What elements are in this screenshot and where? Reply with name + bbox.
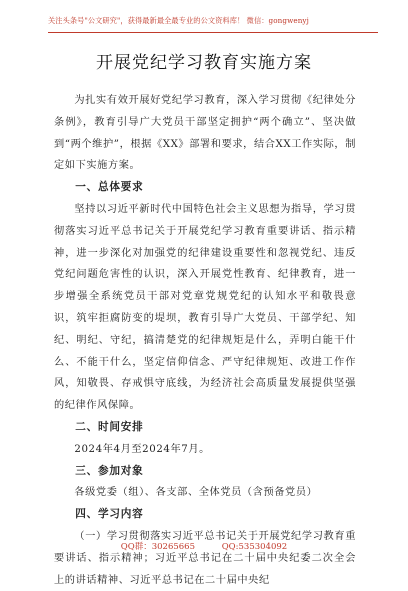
document-title: 开展党纪学习教育实施方案 <box>96 53 312 73</box>
participants-paragraph: 各级党委（组）、各支部、全体党员（含预备党员） <box>74 487 318 499</box>
general-requirements-paragraph: 坚持以习近平新时代中国特色社会主义思想为指导，学习贯彻落实习近平总书记关于开展党纪学习教育重要讲话、指示精神，进一步深化对加强党的纪律建设重要性和忽视党纪、违反党纪问题危害性的认识，深入开展党性教育、纪律教育，进一步增强全系统党员干部对党章党规党纪的认知水平和敬畏意识，筑牢拒腐防变的堤坝，教育引导广大党员、干部学纪、知纪、明纪、守纪，搞清楚党的纪律规矩是什么，弄明白能干什么、不能干什么，坚定信仰信念、严守纪律规矩、改进工作作风，知敬畏、存戒惧守底线，为经济社会高质量发展提供坚强的纪律作风保障。 <box>54 203 356 412</box>
section-heading-general-requirements: 一、总体要求 <box>75 181 144 194</box>
header-banner: 关注头条号"公文研究"，获得最新最全最专业的公文资料库！ 微信：gongwenyj <box>48 16 309 25</box>
content-paragraph: （一）学习贯彻落实习近平总书记关于开展党纪学习教育重要讲话、指示精神；习近平总书记在二十届中央纪委二次全会上的讲话精神、习近平总书记在二十届中央纪 <box>54 530 356 586</box>
section-heading-content: 四、学习内容 <box>75 508 144 521</box>
header-divider <box>48 32 378 33</box>
footer-qq: QQ:535304092 <box>221 542 288 552</box>
section-heading-participants: 三、参加对象 <box>75 464 144 477</box>
intro-paragraph: 为扎实有效开展好党纪学习教育，深入学习贯彻《纪律处分条例》，教育引导广大党员干部坚定拥护“两个确立”、坚决做到“两个维护”，根据《XX》部署和要求，结合XX工作实际，制定如下实施方案。 <box>54 95 356 172</box>
document-body <box>54 90 356 591</box>
schedule-paragraph: 2024年4月至2024年7月。 <box>74 443 210 455</box>
footer-contact <box>0 540 408 552</box>
section-heading-schedule: 二、时间安排 <box>75 420 144 433</box>
footer-qq-group: QQ群：30265665 <box>120 542 195 552</box>
